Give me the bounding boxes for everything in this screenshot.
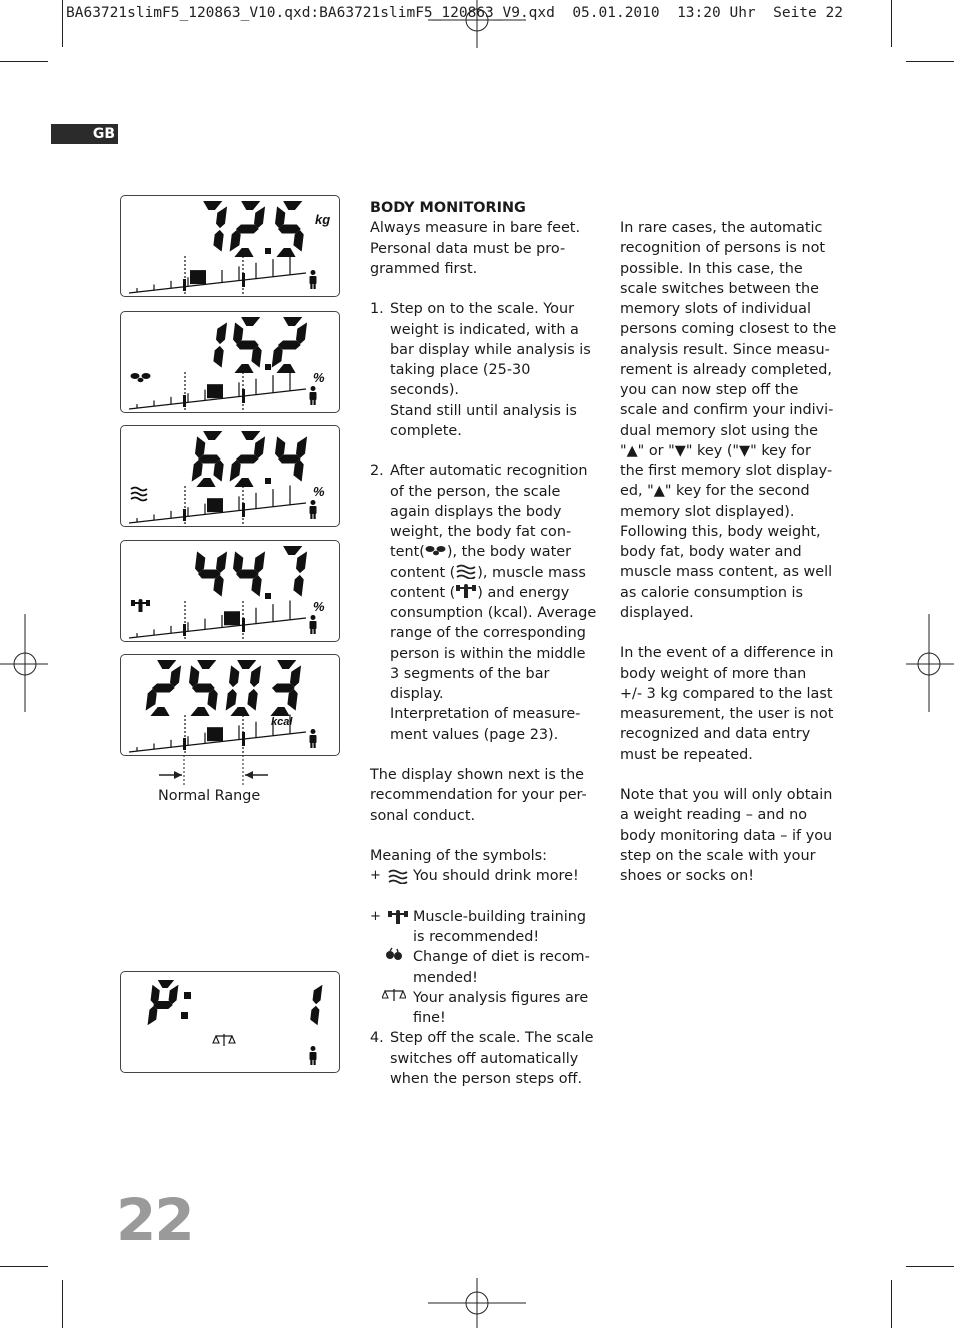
lcd-decimal-point: [265, 478, 271, 484]
lcd-segment: [226, 689, 237, 711]
crop-mark: [891, 1280, 892, 1328]
muscle-icon: [131, 599, 150, 612]
text-line: analysis result. Since measu-: [620, 341, 830, 358]
bar-marker: [183, 738, 186, 750]
lcd-segment: [158, 980, 174, 988]
text-line: persons coming closest to the: [620, 321, 837, 338]
text-line: +/- 3 kg compared to the last: [620, 685, 833, 702]
lcd-colon: [181, 1012, 188, 1019]
lcd-segment: [192, 460, 203, 482]
text-column-2: [620, 218, 860, 886]
text-column-1: [370, 198, 605, 1089]
lcd-segment: [293, 575, 303, 597]
bar-active-segment: [207, 498, 223, 512]
text-line: must be repeated.: [620, 746, 753, 763]
step-2: [370, 461, 605, 745]
lcd-segment: [152, 684, 175, 693]
lcd-segment: [241, 201, 260, 210]
lcd-segment: [234, 478, 253, 487]
lcd-svg: [121, 541, 339, 641]
lcd-segment: [254, 206, 265, 228]
lcd-segment: [170, 665, 181, 687]
lcd-display-body-water: [120, 425, 340, 527]
text-line: content ( ), muscle mass: [390, 564, 586, 581]
lcd-svg: [121, 972, 339, 1072]
water-icon: [387, 868, 409, 884]
scale-icon: [213, 1034, 235, 1046]
lcd-unit: %: [313, 599, 325, 614]
lcd-segment: [196, 478, 215, 487]
text-line: muscle mass content, as well: [620, 564, 833, 581]
lcd-decimal-point: [265, 364, 271, 370]
lcd-segment: [278, 341, 301, 350]
text-line: of the person, the scale: [390, 483, 561, 500]
text-line: In rare cases, the automatic: [620, 220, 823, 236]
text-line: weight, the body fat con-: [390, 524, 572, 540]
text-line: Following this, body weight,: [620, 523, 821, 540]
text-line: Muscle-building training: [413, 908, 586, 925]
page-number: 22: [116, 1186, 193, 1254]
registration-mark-right: [904, 614, 954, 714]
bar-marker: [183, 624, 186, 636]
lcd-svg: [121, 655, 339, 755]
registration-mark-top: [428, 0, 528, 50]
bar-marker: [183, 279, 186, 291]
lcd-segment: [241, 317, 260, 326]
person-icon: [310, 270, 317, 289]
diet-icon: [384, 947, 406, 963]
crop-mark: [906, 1266, 954, 1267]
lcd-segment: [157, 660, 176, 669]
step-number: 2.: [370, 463, 384, 480]
bar-baseline: [129, 618, 306, 638]
lcd-svg: [121, 312, 339, 412]
crop-mark: [891, 0, 892, 47]
lcd-segment: [146, 689, 157, 711]
person-icon: [310, 500, 317, 519]
text-line: measurement, the user is not: [620, 706, 834, 722]
text-line: a weight reading – and no: [620, 807, 808, 824]
lcd-segment: [283, 317, 302, 326]
text-line: body weight of more than: [620, 665, 807, 682]
bar-marker: [242, 732, 245, 746]
text-line: recognition of persons is not: [620, 240, 826, 257]
text-line: when the person steps off.: [390, 1070, 583, 1087]
step-4: [370, 1028, 605, 1089]
text-line: rement is already completed,: [620, 361, 832, 378]
lcd-segment: [150, 707, 169, 716]
text-line: fine!: [413, 1010, 446, 1026]
text-line: The display shown next is the: [370, 767, 585, 783]
lcd-segment: [230, 230, 241, 252]
lcd-segment: [283, 201, 302, 210]
symbol-diet: [370, 947, 605, 988]
text-line: content ( ) and energy: [390, 584, 570, 601]
bar-marker: [183, 395, 186, 407]
lcd-segment: [148, 1006, 158, 1025]
text-line: switches off automatically: [390, 1050, 579, 1067]
crop-mark: [0, 61, 48, 62]
text-line: as calorie consumption is: [620, 584, 804, 601]
person-icon: [310, 615, 317, 634]
text-line: mended!: [413, 969, 478, 986]
lcd-segment: [169, 985, 179, 1004]
muscle-icon: [455, 583, 477, 599]
lcd-segment: [290, 665, 301, 687]
registration-mark-bottom: [428, 1278, 528, 1328]
bar-active-segment: [207, 727, 223, 741]
text-line: the first memory slot display-: [620, 463, 833, 479]
text-line: again displays the body: [390, 503, 562, 520]
lcd-segment: [296, 322, 307, 344]
lcd-svg: [121, 196, 339, 296]
muscle-icon: [387, 909, 409, 925]
language-tab: GB: [51, 124, 118, 144]
bar-active-segment: [224, 611, 240, 625]
bar-baseline: [129, 273, 306, 293]
person-icon: [310, 1046, 317, 1065]
lcd-segment: [216, 322, 227, 344]
lcd-display-muscle: [120, 540, 340, 642]
text-line: "▲" or "▼" key ("▼" key for: [620, 442, 811, 459]
lcd-segment: [272, 346, 283, 368]
text-line: step on the scale with your: [620, 847, 816, 864]
step-1: [370, 299, 605, 441]
lcd-segment: [270, 707, 289, 716]
lcd-display-profile: [120, 971, 340, 1073]
bar-active-segment: [207, 384, 223, 398]
lcd-segment: [310, 1006, 319, 1025]
paragraph-shoes-note: [620, 785, 860, 886]
text-line: grammed first.: [370, 260, 478, 277]
lcd-segment: [254, 551, 265, 573]
scale-balance-icon: [382, 988, 406, 1004]
text-line: 3 segments of the bar: [390, 665, 550, 682]
text-line: shoes or socks on!: [620, 868, 754, 884]
lcd-segment: [237, 660, 256, 669]
bar-active-segment: [190, 270, 206, 284]
text-line: possible. In this case, the: [620, 260, 803, 277]
bar-marker: [242, 273, 245, 287]
lcd-segment: [230, 707, 249, 716]
text-line: Your analysis figures are: [413, 989, 589, 1006]
lcd-segment: [216, 206, 227, 228]
lcd-segment: [203, 431, 222, 440]
display-next-paragraph: [370, 765, 605, 826]
paragraph-rare-cases: [620, 218, 860, 623]
lcd-display-body-fat: [120, 311, 340, 413]
lcd-unit: kcal: [271, 716, 293, 728]
symbol-drink: + You should drink more!: [370, 866, 605, 886]
step-number: 1.: [370, 301, 384, 318]
text-line: Note that you will only obtain: [620, 787, 833, 803]
normal-range-label: Normal Range: [158, 788, 261, 804]
lcd-segment: [241, 431, 260, 440]
lcd-segment: [277, 660, 296, 669]
lcd-colon: [184, 992, 191, 999]
symbols-heading: Meaning of the symbols:: [370, 848, 547, 864]
text-line: memory slot displayed).: [620, 503, 795, 520]
text-line: displayed.: [620, 604, 694, 621]
lcd-segment: [216, 551, 227, 573]
text-line: Step off the scale. The scale: [390, 1030, 594, 1047]
lcd-svg: [121, 426, 339, 526]
lcd-segment: [250, 665, 261, 687]
section-title: BODY MONITORING: [370, 200, 526, 216]
symbol-muscle: + Muscle-building training is recommended!: [370, 907, 605, 948]
text-line: scale switches between the: [620, 280, 819, 297]
text-line: person is within the middle: [390, 645, 586, 662]
text-line: display.: [390, 686, 444, 702]
text-line: body monitoring data – if you: [620, 827, 833, 844]
text-line: memory slots of individual: [620, 301, 811, 317]
crop-mark: [0, 1266, 48, 1267]
lcd-segment: [229, 665, 239, 687]
crop-mark: [906, 61, 954, 62]
lcd-segment: [296, 436, 307, 458]
water-icon: [455, 563, 477, 579]
text-line: body fat, body water and: [620, 544, 802, 560]
lcd-segment: [247, 689, 257, 711]
symbol-fine: [370, 988, 605, 1029]
crop-mark: [62, 0, 63, 47]
text-line: tent( ), the body water: [390, 544, 571, 561]
text-line: range of the corresponding: [390, 625, 586, 642]
paragraph-weight-difference: [620, 643, 860, 765]
text-line: Interpretation of measure-: [390, 706, 581, 723]
registration-mark-left: [0, 614, 50, 714]
lcd-unit: kg: [315, 212, 331, 227]
lcd-segment: [213, 346, 223, 368]
lcd-unit: %: [313, 484, 325, 499]
intro-paragraph: [370, 218, 605, 279]
text-line: Always measure in bare feet.: [370, 220, 581, 237]
lcd-segment: [197, 660, 216, 669]
bar-marker: [242, 618, 245, 632]
water-icon: [131, 488, 147, 501]
person-icon: [310, 729, 317, 748]
text-line: is recommended!: [413, 929, 540, 945]
text-line: bar display while analysis is: [390, 341, 591, 358]
step-number: 4.: [370, 1030, 384, 1047]
lcd-segment: [234, 248, 253, 257]
person-icon: [310, 386, 317, 405]
text-line: taking place (25-30: [390, 362, 531, 378]
text-line: seconds).: [390, 382, 460, 399]
normal-range-arrows: [155, 755, 275, 785]
text-line: sonal conduct.: [370, 807, 476, 824]
lcd-segment: [276, 364, 295, 373]
text-line: Step on to the scale. Your: [390, 301, 574, 318]
text-line: complete.: [390, 422, 462, 439]
fat-icon: [131, 373, 151, 382]
lcd-segment: [236, 225, 259, 234]
lcd-decimal-point: [265, 593, 271, 599]
text-line: recognized and data entry: [620, 726, 811, 743]
lcd-segment: [236, 455, 259, 464]
lcd-unit: %: [313, 370, 325, 385]
print-header: BA63721slimF5_120863_V10.qxd:BA63721slimF5_120863_V9.qxd 05.01.2010 13:20 Uhr Seite 22: [66, 5, 843, 21]
bar-marker: [183, 509, 186, 521]
lcd-segment: [203, 201, 222, 210]
lcd-decimal-point: [265, 248, 271, 254]
lcd-segment: [283, 546, 302, 555]
lcd-segment: [213, 230, 223, 252]
text-line: consumption (kcal). Average: [390, 605, 597, 621]
lcd-segment: [190, 707, 209, 716]
text-line: Stand still until analysis is: [390, 402, 577, 419]
crop-mark: [62, 1280, 63, 1328]
text-line: ed, "▲" key for the second: [620, 483, 810, 500]
lcd-segment: [276, 248, 295, 257]
text-line: You should drink more!: [413, 868, 579, 885]
text-line: recommendation for your per-: [370, 787, 587, 804]
text-line: dual memory slot using the: [620, 422, 818, 439]
lcd-display-weight: [120, 195, 340, 297]
text-line: In the event of a difference in: [620, 645, 834, 662]
lcd-segment: [234, 364, 253, 373]
text-line: Change of diet is recom-: [413, 949, 590, 966]
text-line: you can now step off the: [620, 382, 799, 398]
bar-marker: [242, 503, 245, 517]
fat-icon: [425, 544, 447, 556]
lcd-segment: [313, 985, 323, 1004]
text-line: weight is indicated, with a: [390, 321, 579, 338]
lcd-display-energy: [120, 654, 340, 756]
text-line: After automatic recognition: [390, 463, 588, 480]
lcd-segment: [230, 460, 241, 482]
text-line: Personal data must be pro-: [370, 240, 566, 257]
lcd-segment: [296, 551, 307, 573]
text-line: ment values (page 23).: [390, 726, 559, 743]
bar-marker: [242, 389, 245, 403]
text-line: scale and confirm your indivi-: [620, 402, 834, 419]
lcd-segment: [254, 436, 265, 458]
